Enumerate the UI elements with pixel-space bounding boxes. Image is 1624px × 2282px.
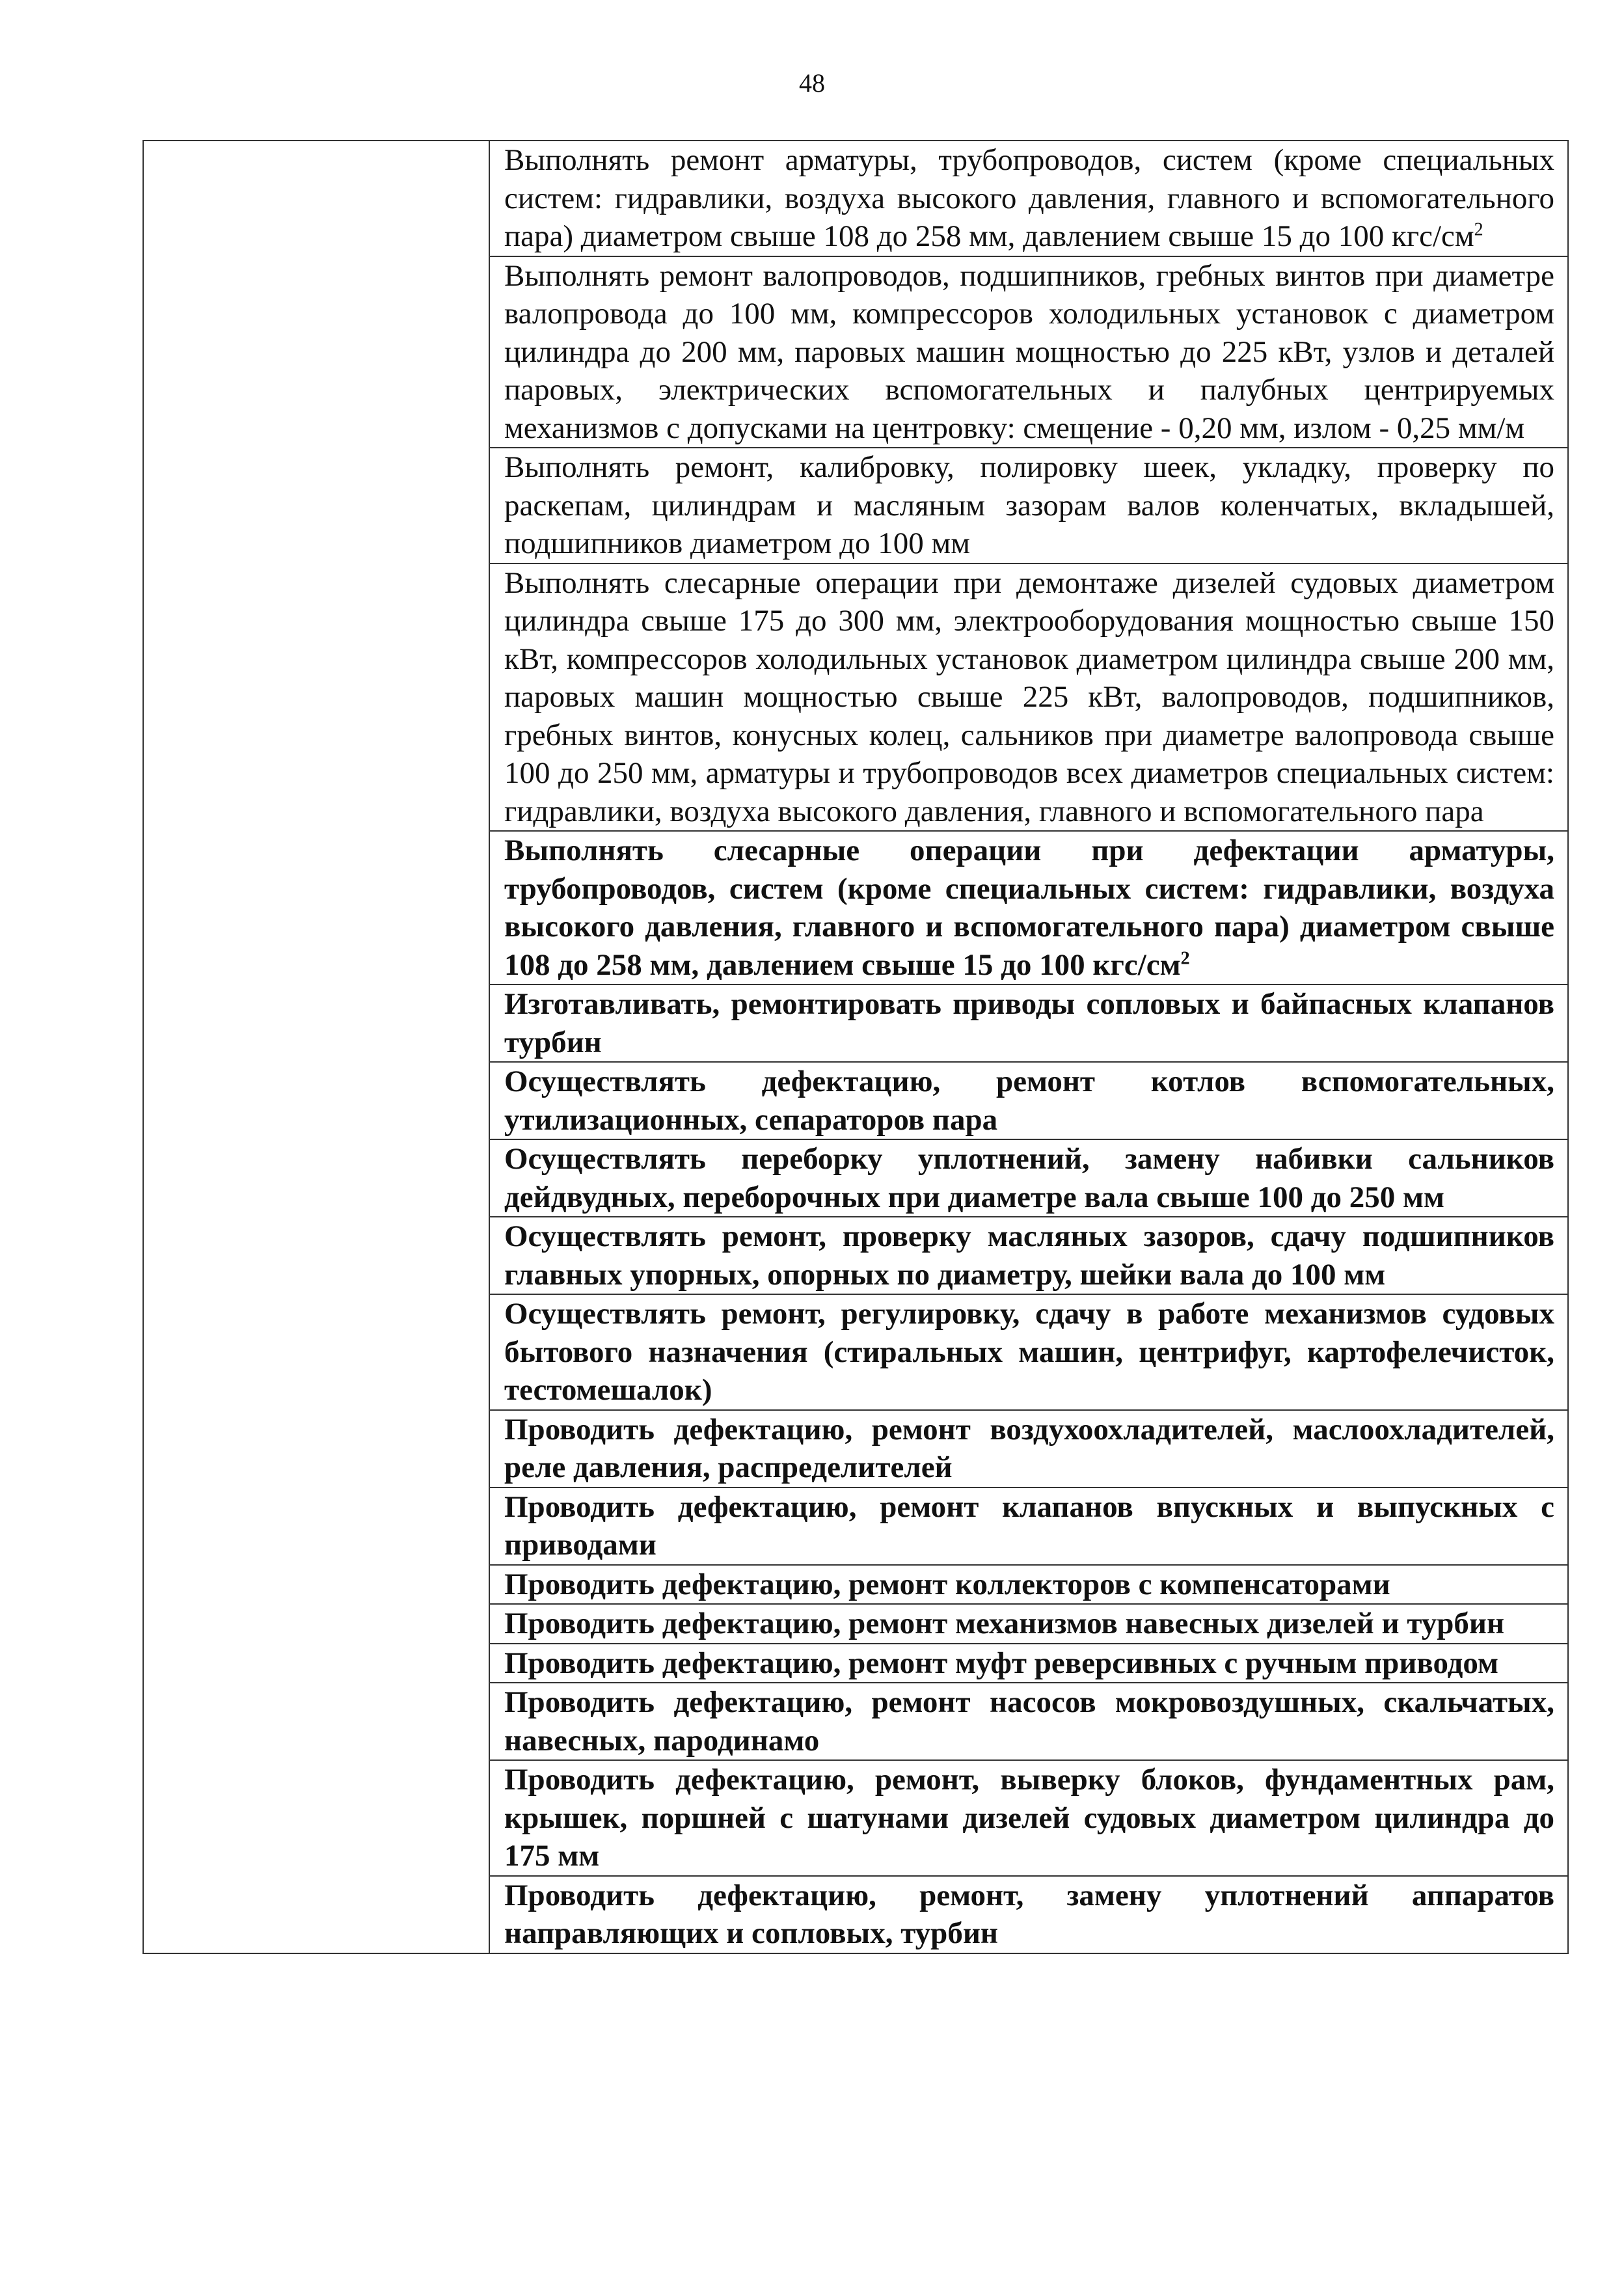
table-cell <box>489 564 1568 832</box>
table-cell <box>489 1604 1568 1644</box>
table-cell <box>489 1876 1568 1953</box>
table-cell <box>489 1683 1568 1760</box>
table-cell <box>489 1487 1568 1565</box>
row-text: Проводить дефектацию, ремонт воздухоохладителей, маслоохладителей, реле давления, распределителей <box>504 1412 1554 1484</box>
row-text: Осуществлять переборку уплотнений, замену набивки сальников дейдвудных, переборочных при диаметре вала свыше 100 до 250 мм <box>504 1142 1554 1214</box>
table-cell <box>489 256 1568 448</box>
table-cell <box>489 141 1568 256</box>
row-text: Выполнять ремонт, калибровку, полировку шеек, укладку, проверку по раскепам, цилиндрам и масляным зазорам валов коленчатых, вкладышей, подшипников диаметром до 100 мм <box>504 450 1554 560</box>
table-cell <box>489 1217 1568 1294</box>
row-text: Проводить дефектацию, ремонт муфт реверсивных с ручным приводом <box>504 1646 1499 1680</box>
row-text: Проводить дефектацию, ремонт коллекторов с компенсаторами <box>504 1567 1390 1601</box>
row-text: Проводить дефектацию, ремонт, замену уплотнений аппаратов направляющих и сопловых, турбин <box>504 1878 1554 1950</box>
table-cell <box>489 1139 1568 1217</box>
table-cell <box>489 831 1568 985</box>
page-number: 48 <box>799 68 825 98</box>
table-row <box>143 141 1568 256</box>
competency-table <box>142 140 1569 1954</box>
table-cell <box>489 448 1568 564</box>
row-text: Выполнять слесарные операции при дефектации арматуры, трубопроводов, систем (кроме специальных систем: гидравлики, воздуха высокого давления, главного и вспомогательного пара) диаметром свыше 108 до 258 мм, давлением свыше 15 до 100 кгс/$см^2$ <box>504 834 1554 982</box>
row-text: Проводить дефектацию, ремонт клапанов впускных и выпускных с приводами <box>504 1489 1554 1562</box>
left-column-empty-cell <box>143 141 489 1953</box>
row-text: Осуществлять дефектацию, ремонт котлов вспомогательных, утилизационных, сепараторов пара <box>504 1065 1554 1137</box>
row-text: Выполнять ремонт валопроводов, подшипников, гребных винтов при диаметре валопровода до 100 мм, компрессоров холодильных установок с диаметром цилиндра до 200 мм, паровых машин мощностью до 225 кВт, узлов и деталей паровых, электрических вспомогательных и палубных центрируемых механизмов с допусками на центровку: смещение - 0,20 мм, излом - 0,25 мм/м <box>504 258 1554 445</box>
row-text: Проводить дефектацию, ремонт механизмов навесных дизелей и турбин <box>504 1607 1505 1640</box>
table-cell <box>489 1294 1568 1410</box>
table-cell <box>489 1565 1568 1605</box>
row-text: Проводить дефектацию, ремонт, выверку блоков, фундаментных рам, крышек, поршней с шатунами дизелей судовых диаметром цилиндра до 175 мм <box>504 1763 1554 1873</box>
row-text: Осуществлять ремонт, проверку масляных зазоров, сдачу подшипников главных упорных, опорных по диаметру, шейки вала до 100 мм <box>504 1219 1554 1292</box>
table-body <box>143 141 1568 1953</box>
table-cell <box>489 1062 1568 1139</box>
table-cell <box>489 1644 1568 1683</box>
row-text: Выполнять слесарные операции при демонтаже дизелей судовых диаметром цилиндра свыше 175 до 300 мм, электрооборудования мощностью свыше 150 кВт, компрессоров холодильных установок диаметром цилиндра свыше 200 мм, паровых машин мощностью свыше 225 кВт, валопроводов, подшипников, гребных винтов, конусных колец, сальников при диаметре валопровода свыше 100 до 250 мм, арматуры и трубопроводов всех диаметров специальных систем: гидравлики, воздуха высокого давления, главного и вспомогательного пара <box>504 565 1554 828</box>
row-text: Проводить дефектацию, ремонт насосов мокровоздушных, скальчатых, навесных, пародинамо <box>504 1685 1554 1758</box>
row-text: Изготавливать, ремонтировать приводы сопловых и байпасных клапанов турбин <box>504 987 1554 1059</box>
table-cell <box>489 1760 1568 1876</box>
row-text: Осуществлять ремонт, регулировку, сдачу в работе механизмов судовых бытового назначения (стиральных машин, центрифуг, картофелечисток, тестомешалок) <box>504 1297 1554 1407</box>
table-cell <box>489 985 1568 1062</box>
table-cell <box>489 1410 1568 1487</box>
row-text: Выполнять ремонт арматуры, трубопроводов, систем (кроме специальных систем: гидравлики, воздуха высокого давления, главного и вспомогательного пара) диаметром свыше 108 до 258 мм, давлением свыше 15 до 100 кгс/$см^2$ <box>504 143 1554 253</box>
